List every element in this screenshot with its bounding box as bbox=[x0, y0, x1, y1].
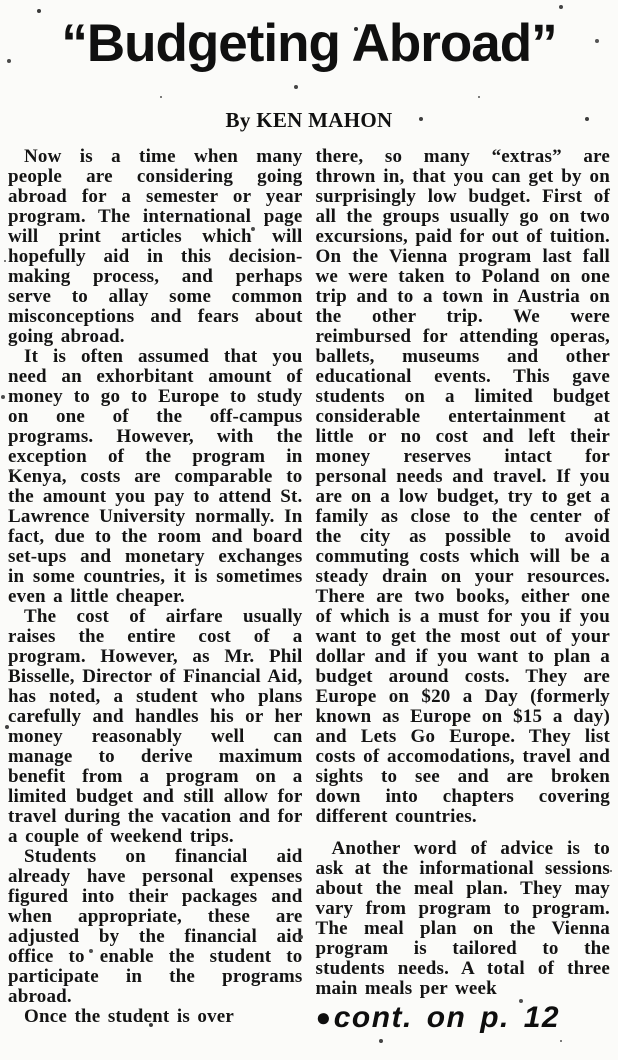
article-title: “Budgeting Abroad” bbox=[61, 14, 557, 73]
byline: By KEN MAHON bbox=[225, 107, 393, 132]
paragraph-airfare: The cost of airfare usually raises the entire cost of a program. However, as Mr. Phil Bisselle, Director of Financial Aid, has noted, a student who plans carefully and handles his or her money reasonably well can manage to derive maximum benefit from a program on a limited budget and still allow for travel during the vacation and for a couple of weekend trips. bbox=[8, 605, 303, 847]
paragraph-costs: It is often assumed that you need an exhorbitant amount of money to go to Europe to study on one of the off-campus programs. However, with the exception of the program in Kenya, costs are comparable to the amount you pay to attend St. Lawrence University normally. In fact, due to the room and board set-ups and monetary exchanges in some countries, it is sometimes even a little cheaper. bbox=[8, 345, 303, 607]
article-body bbox=[0, 145, 618, 1034]
right-column bbox=[315, 145, 611, 1034]
paragraph-intro: Now is a time when many people are considering going abroad for a semester or year program. The international page will print articles which will hopefully aid in this decision-making process, and perhaps serve to allay some common misconceptions and fears about going abroad. bbox=[8, 145, 303, 347]
paragraph-extras: there, so many “extras” are thrown in, that you can get by on surprisingly low budget. First of all the groups usually go on two excursions, paid for out of tuition. On the Vienna program last fall we were taken to Poland on one trip and to a town in Austria on the other trip. We were reimbursed for attending operas, ballets, museums and other educational events. This gave students on a limited budget considerable entertainment at little or no cost and left their money reserves intact for personal needs and travel. If you are on a low budget, try to get a family as close to the center of the city as possible to avoid commuting costs which will be a steady drain on your resources. There are two books, either one of which is a must for you if you want to get the most out of your dollar and if you want to plan a budget around costs. They are Europe on $20 a Day (formerly known as Europe on $15 a day) and Lets Go Europe. They list costs of accomodations, travel and sights to see and are broken down into chapters covering different countries. bbox=[315, 145, 610, 827]
paragraph-financial-aid: Students on financial aid already have personal expenses figured into their packages and when appropriate, these are adjusted by the financial aid office to enable the student to participate in the programs abroad. bbox=[8, 845, 303, 1007]
scan-noise-specks bbox=[0, 0, 2, 2]
paragraph-meal-plan: Another word of advice is to ask at the informational sessions about the meal plan. They may vary from program to program. The meal plan on the Vienna program is tailored to the students needs. A total of three main meals per week bbox=[315, 837, 610, 999]
continuation-text: cont. on p. 12 bbox=[333, 1000, 561, 1034]
continuation-note bbox=[315, 1000, 611, 1034]
paragraph-once-over: Once the student is over bbox=[24, 1005, 235, 1027]
bullet-icon: ● bbox=[315, 1001, 333, 1032]
left-column bbox=[8, 147, 303, 1028]
